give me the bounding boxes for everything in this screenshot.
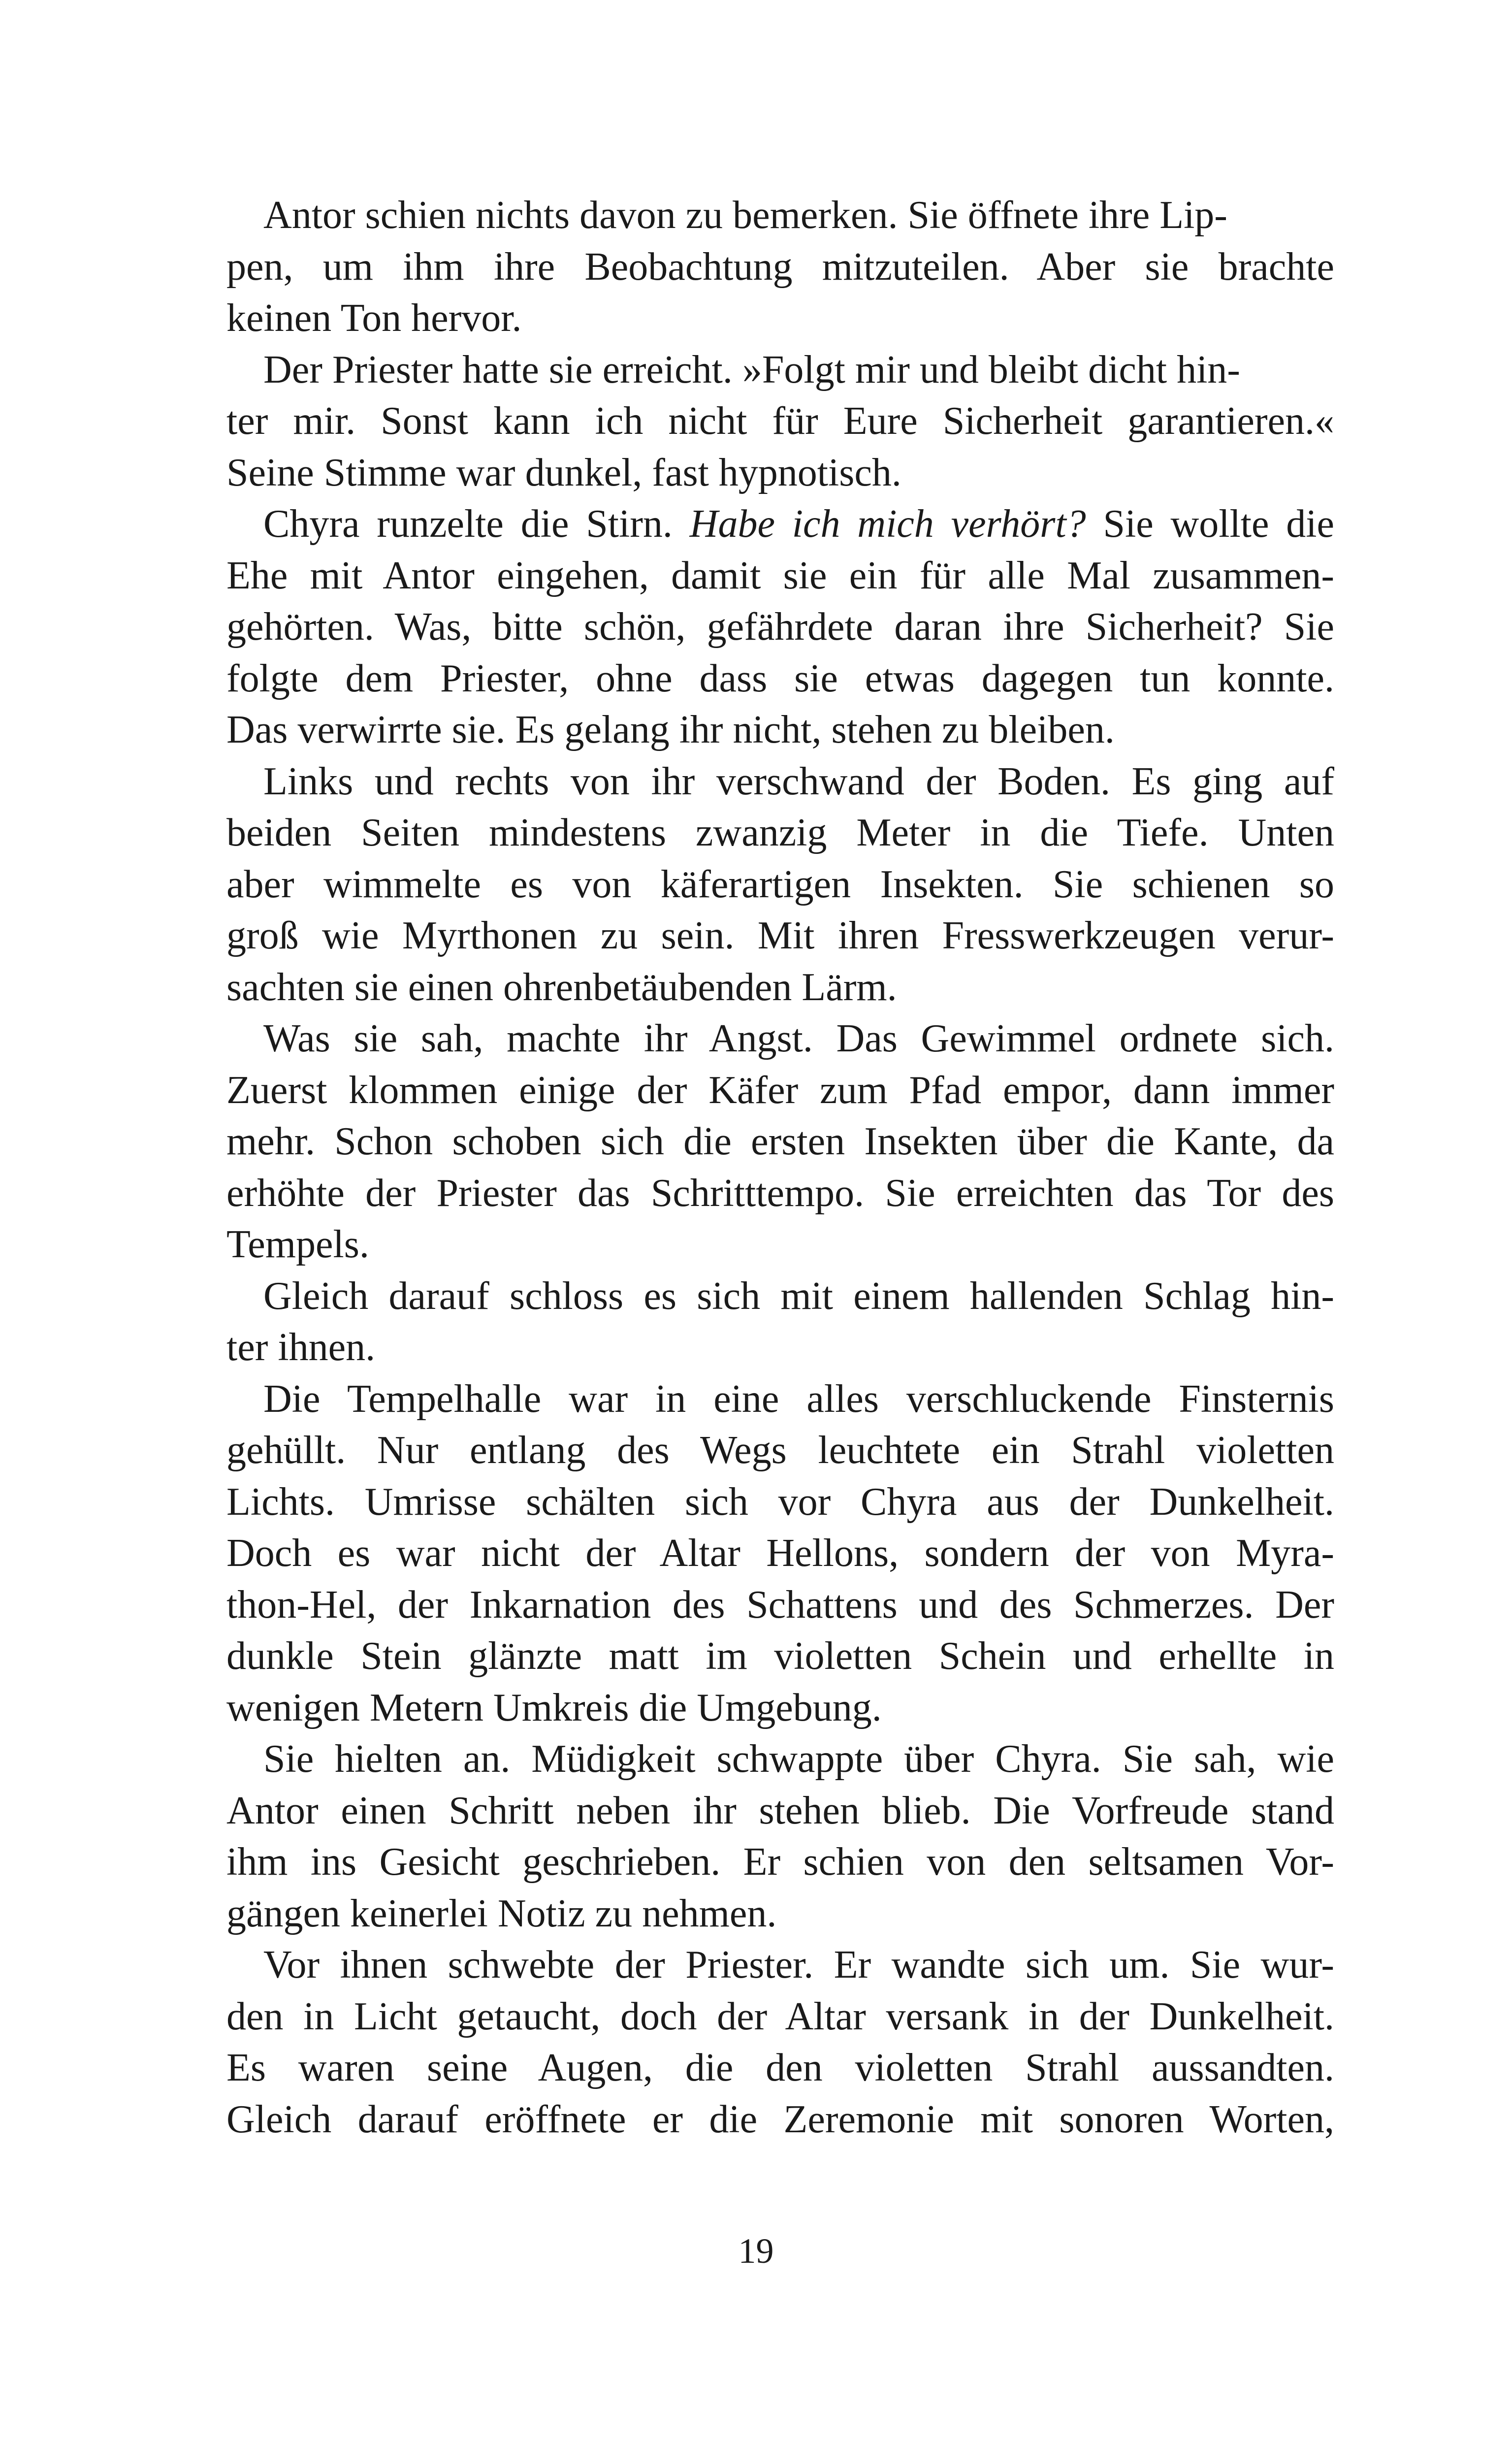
text-line: folgte dem Priester, ohne dass sie etwas dagegen tun konnte. xyxy=(226,656,1334,700)
text-line: dunkle Stein glänzte matt im violetten Schein und erhellte in xyxy=(226,1634,1334,1678)
text-line: Lichts. Umrisse schälten sich vor Chyra aus der Dunkelheit. xyxy=(226,1480,1334,1524)
text-line: ter ihnen. xyxy=(226,1326,376,1369)
body-text xyxy=(226,190,1334,2145)
text-line: erhöhte der Priester das Schritttempo. Sie erreichten das Tor des xyxy=(226,1171,1334,1215)
text-line: Was sie sah, machte ihr Angst. Das Gewimmel ordnete sich. xyxy=(263,1017,1334,1060)
text-line: Sie hielten an. Müdigkeit schwappte über Chyra. Sie sah, wie xyxy=(263,1737,1334,1781)
text-line: Das verwirrte sie. Es gelang ihr nicht, stehen zu bleiben. xyxy=(226,708,1115,751)
text-line: groß wie Myrthonen zu sein. Mit ihren Fresswerkzeugen verur- xyxy=(226,914,1334,957)
text-line: ter mir. Sonst kann ich nicht für Eure Sicherheit garantieren.« xyxy=(226,399,1334,443)
text-line: aber wimmelte es von käferartigen Insekten. Sie schienen so xyxy=(226,862,1334,906)
text-line: keinen Ton hervor. xyxy=(226,296,522,340)
text-line: Es waren seine Augen, die den violetten Strahl aussandten. xyxy=(226,2046,1334,2089)
page-number: 19 xyxy=(738,2231,774,2271)
text-line: Links und rechts von ihr verschwand der Boden. Es ging auf xyxy=(263,759,1334,803)
text-line: Zuerst klommen einige der Käfer zum Pfad empor, dann immer xyxy=(226,1068,1334,1112)
text-line: Ehe mit Antor eingehen, damit sie ein für alle Mal zusammen- xyxy=(226,554,1334,597)
text-line: mehr. Schon schoben sich die ersten Insekten über die Kante, da xyxy=(226,1120,1334,1163)
text-line: Antor einen Schritt neben ihr stehen blieb. Die Vorfreude stand xyxy=(226,1789,1334,1832)
text-line: beiden Seiten mindestens zwanzig Meter in die Tiefe. Unten xyxy=(226,811,1334,854)
text-line: wenigen Metern Umkreis die Umgebung. xyxy=(226,1686,882,1729)
text-segment: Sie wollte die xyxy=(1086,502,1334,546)
text-line: Tempels. xyxy=(226,1223,369,1266)
italic-thought: Habe ich mich verhört? xyxy=(689,502,1086,546)
text-line: Die Tempelhalle war in eine alles verschluckende Finsternis xyxy=(263,1377,1334,1421)
text-line: pen, um ihm ihre Beobachtung mitzuteilen. Aber sie brachte xyxy=(226,245,1334,289)
text-line: Doch es war nicht der Altar Hellons, sondern der von Myra- xyxy=(226,1531,1334,1575)
text-line: Gleich darauf eröffnete er die Zeremonie mit sonoren Worten, xyxy=(226,2097,1334,2141)
text-line: Der Priester hatte sie erreicht. »Folgt mir und bleibt dicht hin- xyxy=(263,348,1240,391)
text-line: Antor schien nichts davon zu bemerken. Sie öffnete ihre Lip- xyxy=(263,194,1227,237)
text-line: sachten sie einen ohrenbetäubenden Lärm. xyxy=(226,965,897,1009)
text-line: Vor ihnen schwebte der Priester. Er wandte sich um. Sie wur- xyxy=(263,1943,1334,1987)
text-line: gehörten. Was, bitte schön, gefährdete daran ihre Sicherheit? Sie xyxy=(226,605,1334,649)
text-line: Gleich darauf schloss es sich mit einem hallenden Schlag hin- xyxy=(263,1274,1334,1318)
text-line: gehüllt. Nur entlang des Wegs leuchtete ein Strahl violetten xyxy=(226,1429,1334,1472)
text-line xyxy=(226,498,1334,550)
text-line: gängen keinerlei Notiz zu nehmen. xyxy=(226,1891,777,1935)
text-line: den in Licht getaucht, doch der Altar versank in der Dunkelheit. xyxy=(226,1994,1334,2038)
text-line: Seine Stimme war dunkel, fast hypnotisch. xyxy=(226,451,901,494)
text-line: thon-Hel, der Inkarnation des Schattens und des Schmerzes. Der xyxy=(226,1583,1334,1627)
text-line: ihm ins Gesicht geschrieben. Er schien von den seltsamen Vor- xyxy=(226,1840,1334,1884)
text-segment: Chyra runzelte die Stirn. xyxy=(263,502,690,546)
